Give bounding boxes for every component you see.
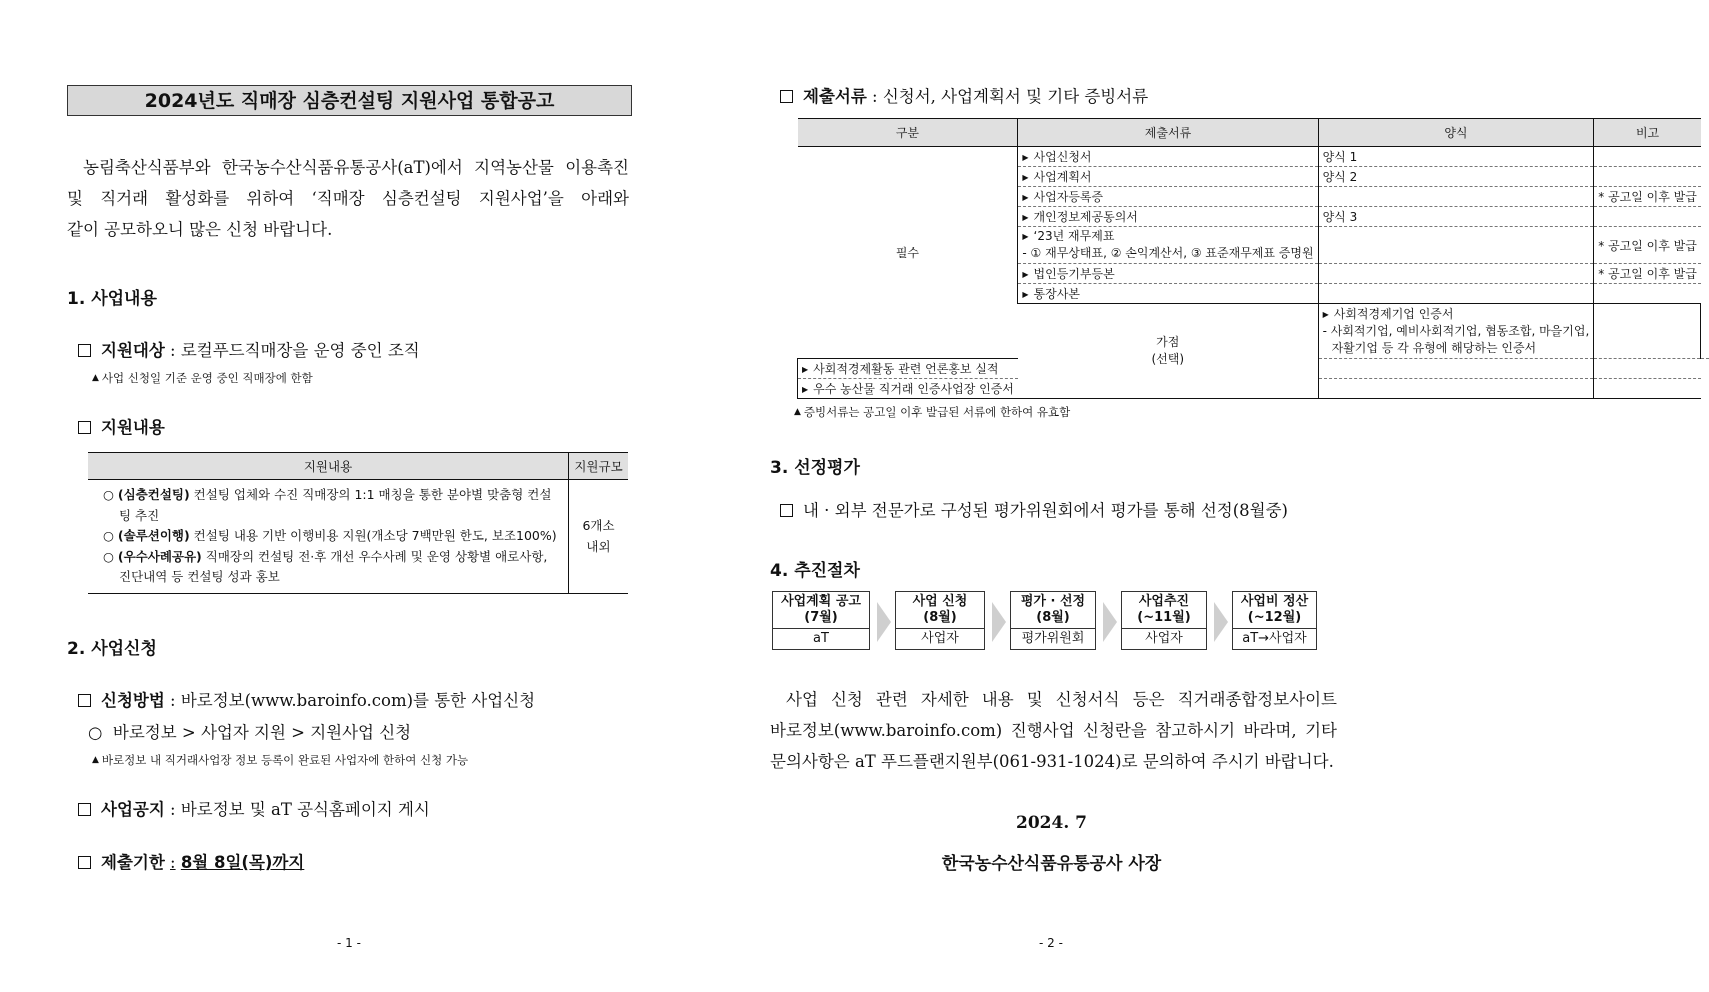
- note-cell: [1594, 147, 1701, 167]
- support-target: [78, 337, 420, 361]
- chevron-right-icon: [1103, 602, 1117, 642]
- step-title: 평가 · 선정: [1020, 594, 1086, 609]
- apply-method: [78, 687, 535, 711]
- bullet-triangle-icon: ▶: [802, 385, 809, 394]
- optional-group-subtitle: (선택): [1151, 352, 1185, 366]
- form-cell: 양식 1: [1318, 147, 1594, 167]
- intro-paragraph: [67, 152, 629, 245]
- checkbox-square-icon: [78, 694, 91, 707]
- checkbox-square-icon: [780, 90, 793, 103]
- doc-cell: [1018, 167, 1318, 187]
- bullet-triangle-icon: ▶: [1022, 290, 1029, 299]
- support-scale-cell: [569, 480, 629, 594]
- issuer-signature: 한국농수산식품유통공사 사장: [941, 854, 1162, 874]
- deadline-date: 8월 8일(목)까지: [180, 853, 305, 872]
- table-header: 양식: [1318, 119, 1594, 147]
- note-mark-icon: ▲: [92, 373, 99, 383]
- doc-name: 법인등기부등본: [1033, 267, 1115, 281]
- process-step: [1010, 591, 1096, 650]
- item-label: (솔루션이행): [117, 528, 190, 543]
- chevron-right-icon: [1214, 602, 1228, 642]
- page-number: - 2 -: [1039, 936, 1063, 950]
- doc-name: 사회적경제활동 관련 언론홍보 실적: [813, 362, 999, 376]
- page-number: - 1 -: [337, 936, 361, 950]
- doc-name: 사업자등록증: [1033, 190, 1104, 204]
- support-scale-value: 6개소: [582, 518, 615, 534]
- table-header: 비고: [1594, 119, 1701, 147]
- note-cell: [1594, 207, 1701, 227]
- intro-line: 및 직거래 활성화를 위하여 ‘직매장 심층컨설팅 지원사업’을 아래와: [67, 189, 629, 208]
- closing-line: 바로정보(www.baroinfo.com) 진행사업 신청란을 참고하시기 바라며, 기타: [770, 721, 1337, 740]
- doc-cell: [1318, 304, 1594, 359]
- step-title: 사업추진: [1138, 594, 1190, 609]
- form-cell: [1318, 379, 1594, 399]
- doc-cell: [1018, 187, 1318, 207]
- item-text: 컨설팅 내용 기반 이행비용 지원(개소당 7백만원 한도, 보조100%): [189, 528, 557, 543]
- note-cell: [1701, 304, 1709, 359]
- note-text: 바로정보 내 직거래사업장 정보 등록이 완료된 사업자에 한하여 신청 가능: [101, 753, 469, 767]
- step-actor: aT: [813, 631, 829, 646]
- form-cell: 양식 2: [1318, 167, 1594, 187]
- bullet-triangle-icon: ▶: [1022, 193, 1029, 202]
- form-cell: [1318, 264, 1594, 284]
- doc-name: 통장사본: [1033, 287, 1080, 301]
- doc-cell: [1018, 147, 1318, 167]
- bullet-triangle-icon: ▶: [1322, 309, 1329, 319]
- checkbox-square-icon: [780, 504, 793, 517]
- support-content-label: 지원내용: [101, 418, 165, 437]
- closing-line: 문의사항은 aT 푸드플랜지원부(061-931-1024)로 문의하여 주시기 바랍니다.: [770, 752, 1334, 771]
- doc-detail: - ① 재무상태표, ② 손익계산서, ③ 표준재무제표 증명원: [1022, 246, 1314, 260]
- note-mark-icon: ▲: [92, 755, 99, 765]
- optional-group-title: 가점: [1156, 335, 1180, 349]
- doc-name: 우수 농산물 직거래 인증사업장 인증서: [813, 382, 1014, 396]
- doc-cell: [798, 359, 1018, 379]
- step-period: (8월): [1036, 610, 1070, 625]
- step-title: 사업 신청: [912, 594, 968, 609]
- doc-name: 사업신청서: [1033, 150, 1092, 164]
- list-item: ○ (우수사례공유) 직매장의 컨설팅 전·후 개선 우수사례 및 운영 상황별 애로사항, 진단내역 등 컨설팅 성과 홍보: [103, 548, 548, 584]
- checkbox-square-icon: [78, 803, 91, 816]
- process-step: [772, 591, 870, 650]
- step-title: 사업계획 공고: [781, 594, 861, 609]
- business-notice-text: : 바로정보 및 aT 공식홈페이지 게시: [170, 800, 430, 819]
- section-3-heading: 3. 선정평가: [770, 458, 860, 478]
- support-target-label: 지원대상: [101, 341, 165, 360]
- item-label: (우수사례공유): [117, 548, 202, 564]
- intro-line: 같이 공모하오니 많은 신청 바랍니다.: [67, 220, 333, 239]
- step-actor: 사업자: [921, 631, 959, 646]
- list-item: ○ (심층컨설팅) 컨설팅 업체와 수진 직매장의 1:1 매칭을 통한 분야별 맞춤형 컨설팅 추진: [103, 487, 552, 523]
- note-text: 사업 신청일 기준 운영 중인 직매장에 한함: [101, 371, 313, 385]
- apply-method-label: 신청방법: [101, 691, 165, 710]
- submission-docs-label: 제출서류: [803, 87, 867, 106]
- deadline-colon: :: [170, 853, 176, 872]
- bullet-triangle-icon: ▶: [1022, 153, 1029, 162]
- form-cell: [1318, 227, 1594, 264]
- doc-name: 사회적경제기업 인증서: [1333, 306, 1454, 321]
- form-cell: [1594, 304, 1701, 359]
- table-header: 제출서류: [1018, 119, 1318, 147]
- business-notice-label: 사업공지: [101, 800, 165, 819]
- document-date: 2024. 7: [1016, 813, 1087, 833]
- checkbox-square-icon: [78, 856, 91, 869]
- checkbox-square-icon: [78, 421, 91, 434]
- intro-line: 농림축산식품부와 한국농수산식품유통공사(aT)에서 지역농산물 이용촉진: [83, 158, 629, 177]
- step-actor: 평가위원회: [1021, 631, 1085, 646]
- submission-docs-text: : 신청서, 사업계획서 및 기타 증빙서류: [872, 87, 1149, 106]
- submission-docs-table: [797, 118, 1709, 399]
- form-cell: [1318, 284, 1594, 304]
- apply-method-text: : 바로정보(www.baroinfo.com)를 통한 사업신청: [170, 691, 536, 710]
- doc-cell: [1018, 227, 1318, 264]
- step-actor: aT→사업자: [1242, 631, 1307, 646]
- submission-docs: [780, 83, 1148, 107]
- docs-footnote: [794, 404, 1070, 420]
- note-cell: * 공고일 이후 발급: [1594, 264, 1701, 284]
- step-period: (8월): [923, 610, 957, 625]
- step-period: (7월): [804, 610, 838, 625]
- item-text: 직매장의 컨설팅 전·후 개선 우수사례 및 운영 상황별 애로사항, 진단내역 등 컨설팅 성과 홍보: [119, 548, 548, 584]
- support-content: [78, 414, 165, 438]
- step-period: (~12월): [1247, 610, 1302, 625]
- closing-line: 사업 신청 관련 자세한 내용 및 신청서식 등은 직거래종합정보사이트: [786, 690, 1337, 709]
- page-1: [0, 0, 700, 992]
- note-cell: [1594, 284, 1701, 304]
- support-items-cell: [88, 480, 569, 594]
- doc-cell: [798, 379, 1018, 399]
- doc-detail: - 사회적기업, 예비사회적기업, 협동조합, 마을기업,: [1322, 323, 1590, 338]
- item-text: 컨설팅 업체와 수진 직매장의 1:1 매칭을 통한 분야별 맞춤형 컨설팅 추진: [119, 487, 552, 523]
- form-cell: [1318, 359, 1594, 379]
- note-cell: [1594, 167, 1701, 187]
- step-title: 사업비 정산: [1240, 594, 1309, 609]
- support-items-list: [89, 481, 567, 592]
- step-period: (~11월): [1137, 610, 1191, 625]
- doc-name: 사업계획서: [1033, 170, 1092, 184]
- section-1-heading: 1. 사업내용: [67, 289, 157, 309]
- form-cell: [1318, 187, 1594, 207]
- doc-cell: [1018, 264, 1318, 284]
- page-2: [700, 0, 1697, 992]
- closing-paragraph: [770, 684, 1337, 777]
- checkbox-square-icon: [78, 344, 91, 357]
- table-header: 지원내용: [88, 453, 569, 480]
- required-group-label: 필수: [798, 147, 1018, 359]
- note-cell: [1594, 359, 1701, 379]
- support-target-text: : 로컬푸드직매장을 운영 중인 조직: [170, 341, 420, 360]
- process-step: [1121, 591, 1207, 650]
- doc-name: 개인정보제공동의서: [1033, 210, 1138, 224]
- note-cell: * 공고일 이후 발급: [1594, 227, 1701, 264]
- support-content-table: [88, 452, 628, 594]
- note-text: 증빙서류는 공고일 이후 발급된 서류에 한하여 유효함: [803, 405, 1071, 419]
- doc-detail: 자활기업 등 각 유형에 해당하는 인증서: [1331, 340, 1537, 355]
- apply-method-note: [92, 752, 468, 768]
- table-header: 지원규모: [569, 453, 629, 480]
- table-header: 구분: [798, 119, 1018, 147]
- item-label: (심층컨설팅): [117, 487, 190, 502]
- doc-cell: [1018, 207, 1318, 227]
- section-2-heading: 2. 사업신청: [67, 639, 157, 659]
- selection-evaluation: [780, 497, 1288, 521]
- document-title: 2024년도 직매장 심층컨설팅 지원사업 통합공고: [67, 85, 632, 116]
- chevron-right-icon: [877, 602, 891, 642]
- note-mark-icon: ▲: [794, 407, 801, 417]
- doc-cell: [1018, 284, 1318, 304]
- bullet-triangle-icon: ▶: [1022, 270, 1029, 279]
- form-cell: 양식 3: [1318, 207, 1594, 227]
- bullet-triangle-icon: ▶: [1022, 213, 1029, 222]
- step-actor: 사업자: [1145, 631, 1183, 646]
- list-item: ○ (솔루션이행) 컨설팅 내용 기반 이행비용 지원(개소당 7백만원 한도, 보조100%): [103, 528, 557, 543]
- submission-deadline: [78, 849, 304, 873]
- chevron-right-icon: [992, 602, 1006, 642]
- deadline-label: 제출기한: [101, 853, 165, 872]
- optional-group-label: [1018, 304, 1318, 399]
- doc-name: ‘23년 재무제표: [1033, 229, 1115, 243]
- bullet-triangle-icon: ▶: [802, 365, 809, 374]
- support-target-note: [92, 370, 313, 386]
- selection-evaluation-text: 내 · 외부 전문가로 구성된 평가위원회에서 평가를 통해 선정(8월중): [803, 501, 1288, 520]
- support-scale-unit: 내외: [586, 539, 611, 555]
- process-step: [1232, 591, 1317, 650]
- section-4-heading: 4. 추진절차: [770, 561, 860, 581]
- bullet-triangle-icon: ▶: [1022, 232, 1029, 241]
- bullet-triangle-icon: ▶: [1022, 173, 1029, 182]
- note-cell: [1594, 379, 1701, 399]
- process-step: [895, 591, 985, 650]
- business-notice: [78, 796, 430, 820]
- table-row: [798, 147, 1709, 167]
- note-cell: * 공고일 이후 발급: [1594, 187, 1701, 207]
- apply-path: ○ 바로정보 > 사업자 지원 > 지원사업 신청: [88, 723, 412, 742]
